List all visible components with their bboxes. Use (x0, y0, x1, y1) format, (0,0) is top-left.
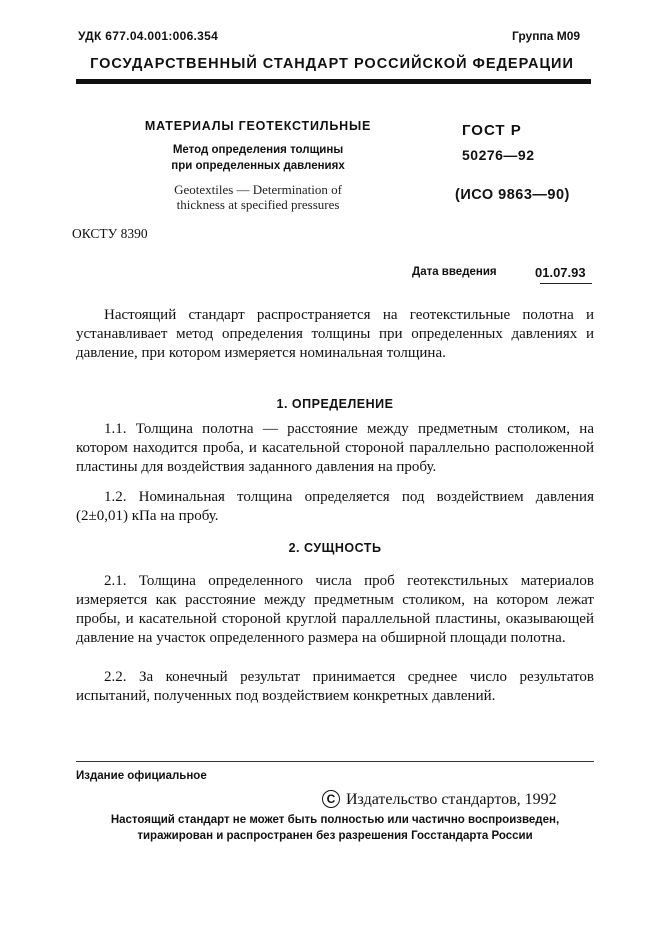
section-1-paragraph-1: 1.1. Толщина полотна — расстояние между предметным столиком, на котором находится проба, и касательной стороной параллельно расположенной пластины для воздействия заданного давления на пробу. (76, 421, 594, 475)
group-code: Группа М09 (512, 29, 581, 43)
copyright-text: Издательство стандартов, 1992 (346, 791, 557, 808)
intro-date-label: Дата введения (412, 266, 497, 278)
intro-paragraph: Настоящий стандарт распространяется на геотекстильные полотна и устанавливает метод определения толщины при определенных давлениях и давление, при котором измеряется номинальная толщина. (76, 307, 594, 361)
english-line-1: Geotextiles — Determination of (174, 182, 342, 197)
official-edition: Издание официальное (76, 770, 207, 782)
method-line-1: Метод определения толщины (172, 144, 344, 156)
date-underline (540, 283, 592, 284)
copyright-icon: С (322, 790, 340, 808)
iso-reference: (ИСО 9863—90) (455, 187, 570, 203)
footer-rule (76, 761, 594, 762)
section-2-heading: 2. СУЩНОСТЬ (288, 541, 382, 555)
section-1-paragraph-2: 1.2. Номинальная толщина определяется под воздействием давления (2±0,01) кПа на пробу. (76, 489, 594, 524)
section-2-paragraph-1: 2.1. Толщина определенного числа проб геотекстильных материалов измеряется как расстояние между предметным столиком, на котором лежат пробы, и касательной стороной круглой параллельной пластины, оказывающей давление на участок определенного размера на обширной площади полотна. (76, 573, 594, 646)
intro-date-value: 01.07.93 (535, 265, 586, 280)
udc-code: УДК 677.04.001:006.354 (78, 29, 219, 43)
section-2-paragraph-2: 2.2. За конечный результат принимается среднее число результатов испытаний, полученных под воздействием конкретных давлений. (76, 669, 594, 704)
english-title (108, 182, 408, 212)
gost-number: 50276—92 (462, 147, 535, 163)
section-1-heading: 1. ОПРЕДЕЛЕНИЕ (276, 397, 394, 411)
okstu-code: ОКСТУ 8390 (72, 226, 148, 241)
method-line-2: при определенных давлениях (171, 160, 345, 172)
state-standard-title: ГОСУДАРСТВЕННЫЙ СТАНДАРТ РОССИЙСКОЙ ФЕДЕРАЦИИ (90, 56, 574, 72)
header-rule (76, 79, 591, 84)
reproduction-notice (66, 812, 604, 844)
copyright-line (322, 790, 557, 809)
document-title: МАТЕРИАЛЫ ГЕОТЕКСТИЛЬНЫЕ (144, 119, 372, 133)
gost-label: ГОСТ Р (462, 122, 522, 139)
method-subtitle (108, 142, 408, 174)
notice-line-2: тиражирован и распространен без разрешения Госстандарта России (137, 830, 533, 842)
notice-line-1: Настоящий стандарт не может быть полностью или частично воспроизведен, (110, 814, 560, 826)
english-line-2: thickness at specified pressures (176, 197, 340, 212)
